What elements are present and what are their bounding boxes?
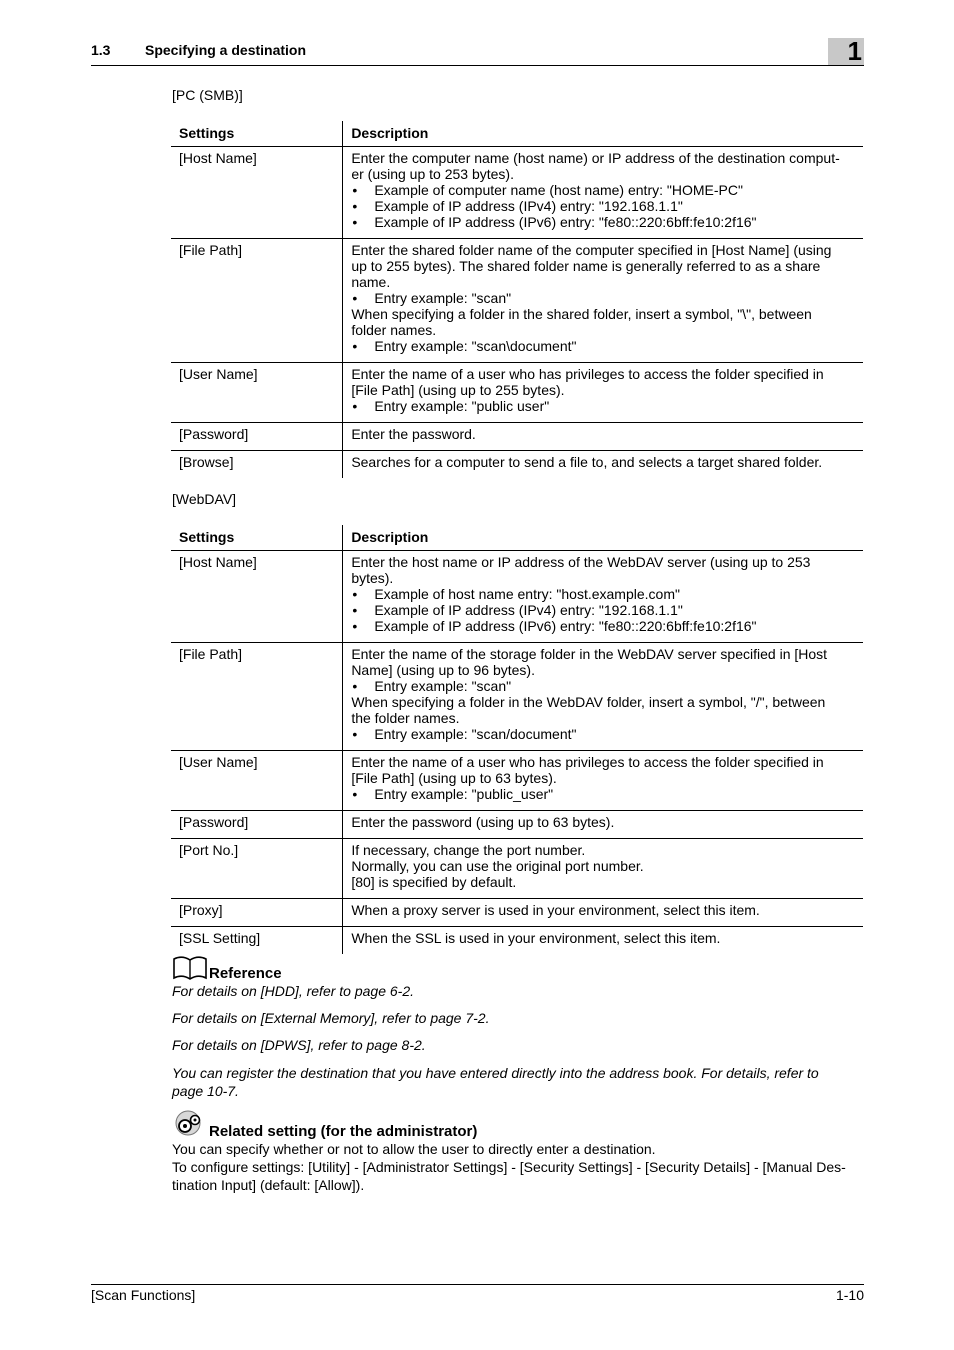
description-cell	[343, 363, 863, 423]
page-header	[91, 38, 864, 66]
related-setting-title: Related setting (for the administrator)	[209, 1123, 478, 1140]
table-header-row	[171, 525, 863, 551]
setting-name-cell: [User Name]	[171, 363, 343, 423]
bullet-item: • Entry example: "public_user"	[351, 786, 855, 802]
description-line: Normally, you can use the original port number.	[351, 858, 644, 874]
description-cell	[343, 899, 863, 927]
description-line: name.	[351, 274, 391, 290]
bullet-item: • Example of IP address (IPv6) entry: "fe80::220:6bff:fe10:2f16"	[351, 214, 855, 230]
description-line: the folder names.	[351, 710, 460, 726]
table-row	[171, 811, 863, 839]
description-cell	[343, 551, 863, 643]
bullet-item: • Entry example: "scan"	[351, 678, 855, 694]
description-line: er (using up to 253 bytes).	[351, 166, 514, 182]
reference-title: Reference	[209, 965, 282, 982]
chapter-number-badge: 1	[828, 38, 864, 65]
bullet-item: • Entry example: "scan\document"	[351, 338, 855, 354]
description-line: [80] is specified by default.	[351, 874, 517, 890]
setting-name-cell: [Proxy]	[171, 899, 343, 927]
webdav-settings-table	[171, 525, 863, 954]
description-cell	[343, 811, 863, 839]
description-line: Enter the shared folder name of the computer specified in [Host Name] (using	[351, 242, 832, 258]
table-row	[171, 927, 863, 955]
setting-name-cell: [File Path]	[171, 239, 343, 363]
description-line: When a proxy server is used in your environment, select this item.	[351, 902, 760, 918]
description-line: [File Path] (using up to 255 bytes).	[351, 382, 565, 398]
book-icon	[172, 954, 208, 984]
bullet-item: • Entry example: "public user"	[351, 398, 855, 414]
table-row	[171, 751, 863, 811]
description-cell	[343, 643, 863, 751]
description-cell	[343, 147, 863, 239]
table-row	[171, 643, 863, 751]
reference-line: page 10-7.	[172, 1083, 239, 1099]
description-line: [File Path] (using up to 63 bytes).	[351, 770, 557, 786]
description-cell	[343, 423, 863, 451]
description-cell	[343, 451, 863, 479]
related-line: tination Input] (default: [Allow]).	[172, 1177, 365, 1193]
setting-name-cell: [Host Name]	[171, 551, 343, 643]
setting-name-cell: [Password]	[171, 423, 343, 451]
description-line: Enter the computer name (host name) or IP address of the destination comput-	[351, 150, 840, 166]
setting-name-cell: [User Name]	[171, 751, 343, 811]
section-title: Specifying a destination	[145, 42, 307, 58]
description-line: folder names.	[351, 322, 437, 338]
description-line: If necessary, change the port number.	[351, 842, 586, 858]
table-row	[171, 423, 863, 451]
setting-name-cell: [SSL Setting]	[171, 927, 343, 955]
table-row	[171, 551, 863, 643]
description-line: bytes).	[351, 570, 394, 586]
description-line: When the SSL is used in your environment, select this item.	[351, 930, 721, 946]
column-header-settings: Settings	[171, 525, 343, 551]
bullet-item: • Entry example: "scan"	[351, 290, 855, 306]
bullet-item: • Entry example: "scan/document"	[351, 726, 855, 742]
description-line: Enter the name of a user who has privileges to access the folder specified in	[351, 366, 824, 382]
related-line: To configure settings: [Utility] - [Administrator Settings] - [Security Settings] - [Security Details] - [Manual Des-	[172, 1159, 846, 1175]
column-header-description: Description	[343, 121, 863, 147]
setting-name-cell: [Port No.]	[171, 839, 343, 899]
setting-name-cell: [Browse]	[171, 451, 343, 479]
description-cell	[343, 927, 863, 955]
description-cell	[343, 751, 863, 811]
description-cell	[343, 239, 863, 363]
reference-paragraph: For details on [External Memory], refer to page 7-2.	[172, 1010, 490, 1026]
reference-paragraph: For details on [HDD], refer to page 6-2.	[172, 983, 414, 999]
smb-table-caption: [PC (SMB)]	[172, 87, 243, 103]
reference-paragraph: For details on [DPWS], refer to page 8-2.	[172, 1037, 426, 1053]
webdav-table-caption: [WebDAV]	[172, 491, 237, 507]
table-row	[171, 839, 863, 899]
section-number: 1.3	[91, 42, 111, 58]
related-setting-body	[172, 1140, 864, 1194]
setting-name-cell: [Host Name]	[171, 147, 343, 239]
related-line: You can specify whether or not to allow the user to directly enter a destination.	[172, 1141, 656, 1157]
table-row	[171, 147, 863, 239]
bullet-item: • Example of computer name (host name) entry: "HOME-PC"	[351, 182, 855, 198]
bullet-item: • Example of host name entry: "host.example.com"	[351, 586, 855, 602]
table-row	[171, 899, 863, 927]
setting-name-cell: [File Path]	[171, 643, 343, 751]
description-line: up to 255 bytes). The shared folder name is generally referred to as a share	[351, 258, 821, 274]
description-cell	[343, 839, 863, 899]
description-line: Enter the password.	[351, 426, 476, 442]
table-row	[171, 239, 863, 363]
description-line: Enter the name of a user who has privileges to access the folder specified in	[351, 754, 824, 770]
reference-line: You can register the destination that you have entered directly into the address book. For details, refer to	[172, 1065, 819, 1081]
description-line: Name] (using up to 96 bytes).	[351, 662, 535, 678]
description-line: Enter the host name or IP address of the WebDAV server (using up to 253	[351, 554, 811, 570]
table-row	[171, 451, 863, 479]
reference-heading	[172, 956, 282, 984]
description-line: Searches for a computer to send a file to, and selects a target shared folder.	[351, 454, 823, 470]
bullet-item: • Example of IP address (IPv6) entry: "fe80::220:6bff:fe10:2f16"	[351, 618, 855, 634]
footer-manual-title: [Scan Functions]	[91, 1287, 196, 1303]
footer-page-number: 1-10	[835, 1287, 864, 1303]
page-footer	[91, 1284, 864, 1303]
gears-icon	[172, 1110, 208, 1142]
description-line: Enter the password (using up to 63 bytes).	[351, 814, 615, 830]
column-header-settings: Settings	[171, 121, 343, 147]
table-row	[171, 363, 863, 423]
related-setting-heading	[172, 1114, 477, 1142]
table-header-row	[171, 121, 863, 147]
bullet-item: • Example of IP address (IPv4) entry: "192.168.1.1"	[351, 602, 855, 618]
smb-settings-table	[171, 121, 863, 478]
description-line: When specifying a folder in the shared folder, insert a symbol, "\", between	[351, 306, 812, 322]
setting-name-cell: [Password]	[171, 811, 343, 839]
bullet-item: • Example of IP address (IPv4) entry: "192.168.1.1"	[351, 198, 855, 214]
reference-paragraph	[172, 1064, 862, 1100]
column-header-description: Description	[343, 525, 863, 551]
description-line: When specifying a folder in the WebDAV folder, insert a symbol, "/", between	[351, 694, 826, 710]
description-line: Enter the name of the storage folder in the WebDAV server specified in [Host	[351, 646, 828, 662]
